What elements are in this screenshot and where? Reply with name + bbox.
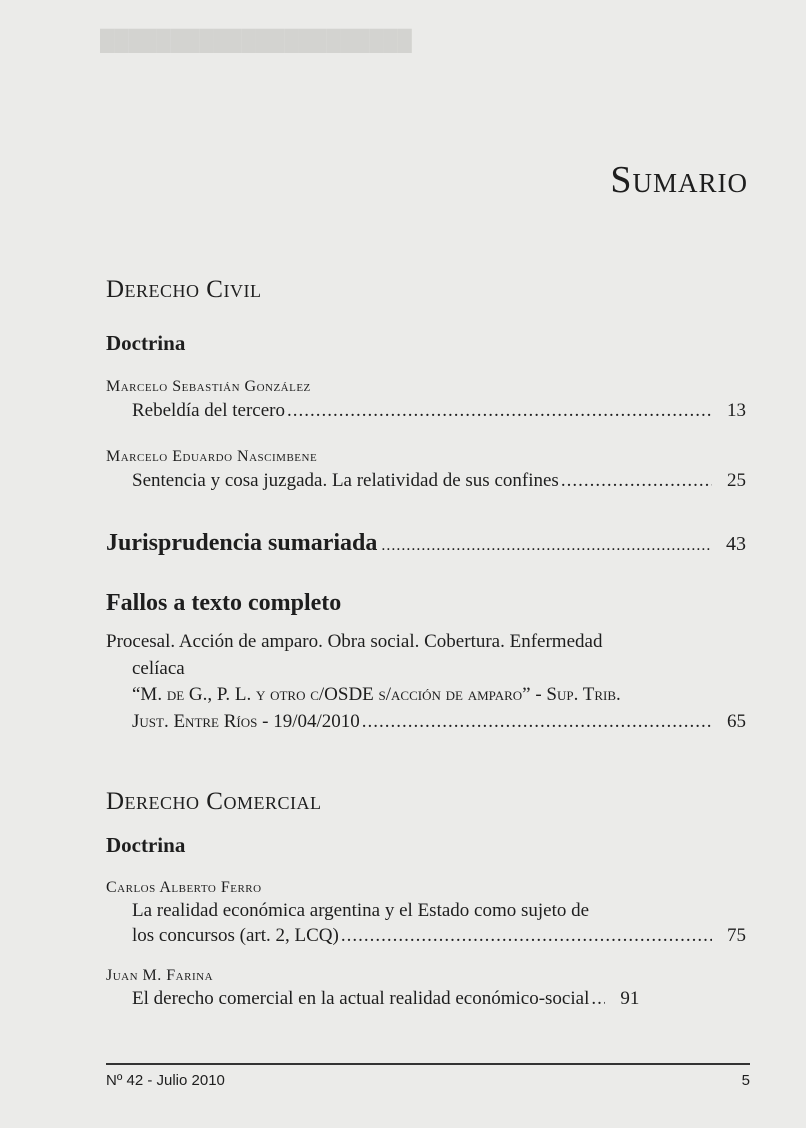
author-nascimbene: Marcelo Eduardo Nascimbene [106, 448, 318, 465]
leader-dots [381, 537, 712, 555]
leader-dots [362, 711, 712, 733]
page-title: Sumario [610, 159, 748, 201]
entry-title: Jurisprudencia sumariada [106, 530, 378, 556]
leader-dots [341, 925, 712, 947]
entry-title: los concursos (art. 2, LCQ) [132, 925, 339, 946]
entry-title-line1: La realidad económica argentina y el Estado como sujeto de [132, 900, 590, 921]
doctrina-label-civil: Doctrina [106, 331, 186, 355]
toc-entry-jurisprudencia[interactable] [106, 530, 746, 557]
section-heading-civil: Derecho Civil [106, 276, 262, 303]
fallo-line-2: celíaca [132, 658, 185, 679]
footer-rule [106, 1063, 750, 1065]
entry-page: 43 [726, 533, 746, 555]
footer-page-number: 5 [741, 1072, 750, 1089]
author-ferro: Carlos Alberto Ferro [106, 879, 262, 896]
footer-issue: Nº 42 - Julio 2010 [106, 1072, 225, 1089]
entry-page: 65 [727, 711, 746, 732]
toc-entry-derecho-comercial[interactable] [132, 988, 746, 1010]
toc-entry-sentencia[interactable] [132, 470, 746, 492]
doctrina-label-comercial: Doctrina [106, 833, 186, 857]
fallo-line-3: “M. de G., P. L. y otro c/OSDE s/acción de amparo” - Sup. Trib. [132, 684, 621, 705]
toc-entry-fallo[interactable] [132, 711, 746, 733]
bleed-through: ██████████████████████ [100, 30, 412, 52]
entry-title: El derecho comercial en la actual realidad económico-social [132, 988, 590, 1009]
entry-title: Sentencia y cosa juzgada. La relatividad de sus confines [132, 470, 559, 491]
author-farina: Juan M. Farina [106, 967, 214, 984]
section-heading-comercial: Derecho Comercial [106, 788, 322, 815]
entry-page: 25 [727, 470, 746, 491]
fallo-line-1: Procesal. Acción de amparo. Obra social. Cobertura. Enfermedad [106, 631, 603, 652]
toc-entry-realidad[interactable] [132, 925, 746, 947]
entry-title: Just. Entre Ríos - 19/04/2010 [132, 711, 360, 732]
leader-dots [561, 470, 712, 492]
leader-dots [591, 988, 605, 1010]
fallos-heading: Fallos a texto completo [106, 590, 342, 616]
leader-dots [287, 400, 712, 422]
entry-title: Rebeldía del tercero [132, 400, 285, 421]
toc-entry-rebeldia[interactable] [132, 400, 746, 422]
entry-page: 13 [727, 400, 746, 421]
author-gonzalez: Marcelo Sebastián González [106, 378, 311, 395]
entry-page: 75 [727, 925, 746, 946]
entry-page: 91 [620, 988, 640, 1009]
